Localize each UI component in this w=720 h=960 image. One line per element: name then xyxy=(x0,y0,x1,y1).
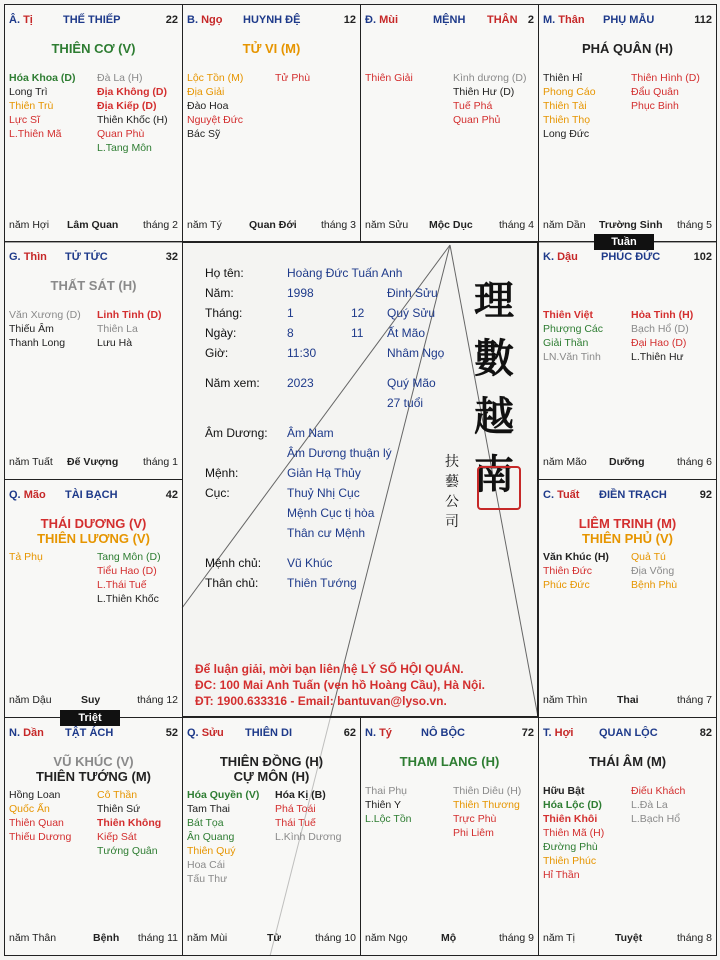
palace-month: tháng 11 xyxy=(137,932,178,944)
minor-stars-left xyxy=(9,308,81,350)
value-ngay-am: 11 xyxy=(351,326,364,340)
minor-star: Phục Binh xyxy=(631,100,679,112)
minor-star: L.Thái Tuế xyxy=(97,579,147,591)
palace-branch: Q. Mão xyxy=(9,489,46,501)
minor-star: Thiên Diêu (H) xyxy=(453,785,522,797)
value-gio-can: Nhâm Ngọ xyxy=(387,346,445,360)
label-gio: Giờ: xyxy=(205,346,229,360)
palace-number: 32 xyxy=(165,251,178,263)
palace-header xyxy=(187,727,356,741)
palace-year: năm Thân xyxy=(9,932,57,944)
palace-life-stage: Mộ xyxy=(441,932,457,944)
palace-life-stage: Đế Vượng xyxy=(67,456,119,468)
palace-year: năm Dậu xyxy=(9,694,52,706)
minor-star: Quan Phù xyxy=(97,128,145,140)
value-menh: Giản Hạ Thủy xyxy=(287,466,361,480)
palace-year: năm Ngọ xyxy=(365,932,408,944)
horoscope-chart xyxy=(4,4,716,956)
major-star: THAM LANG (H) xyxy=(399,754,500,769)
minor-star: Bạch Hổ (D) xyxy=(631,323,689,335)
minor-stars-right xyxy=(97,71,168,155)
minor-star: Tấu Thư xyxy=(187,873,228,885)
minor-star: Thanh Long xyxy=(9,337,66,349)
label-am-duong: Âm Dương: xyxy=(205,426,268,440)
palace-life-stage: Quan Đới xyxy=(249,219,297,231)
minor-star: Phúc Đức xyxy=(543,579,590,591)
value-ngay-can: Ất Mão xyxy=(387,326,426,340)
minor-star: Thiên Sứ xyxy=(97,803,141,815)
palace-footer xyxy=(187,219,356,232)
palace-element: Hợi xyxy=(554,727,574,739)
minor-star: Thiên Trù xyxy=(9,100,54,112)
palace-month: tháng 8 xyxy=(676,932,712,944)
label-thang: Tháng: xyxy=(205,306,243,320)
palace-header xyxy=(9,489,178,503)
minor-star: Lưu Hà xyxy=(97,337,133,349)
palace-branch: K. Dậu xyxy=(543,251,578,263)
minor-stars-right xyxy=(453,71,526,127)
minor-star: Thiếu Âm xyxy=(9,323,54,335)
minor-star: Quả Tú xyxy=(631,551,666,563)
palace-footer xyxy=(365,932,534,945)
minor-stars-right xyxy=(97,788,161,858)
minor-star: Địa Kiếp (D) xyxy=(97,100,157,112)
minor-star: Thiên Thương xyxy=(453,799,520,811)
value-cuc-note2: Thân cư Mệnh xyxy=(287,526,366,540)
minor-stars-right xyxy=(631,71,700,113)
palace-branch: N. Tý xyxy=(365,727,392,739)
minor-star: Văn Khúc (H) xyxy=(543,551,609,563)
palace-month: tháng 1 xyxy=(142,456,178,468)
palace-than-tag: THÂN xyxy=(487,14,518,26)
minor-star: Cô Thần xyxy=(97,789,138,801)
minor-star: Hữu Bật xyxy=(543,785,585,797)
minor-star: Thiên Khốc (H) xyxy=(97,114,168,126)
palace-number: 62 xyxy=(343,727,356,739)
palace-branch: B. Ngọ xyxy=(187,14,223,26)
minor-star: L.Thiên Hư xyxy=(631,351,684,363)
minor-star: Phá Toái xyxy=(275,803,316,815)
palace-header xyxy=(365,14,534,28)
palace-7 xyxy=(538,479,717,718)
red-seal-stamp xyxy=(477,466,521,510)
minor-star: Hóa Quyền (V) xyxy=(187,789,260,801)
palace-element: Dần xyxy=(23,727,44,739)
minor-star: Hóa Lộc (D) xyxy=(543,799,602,811)
minor-star: Tang Môn (D) xyxy=(97,551,161,563)
palace-life-stage: Lâm Quan xyxy=(67,219,119,231)
palace-name: THIÊN DI xyxy=(245,727,293,739)
palace-number: 92 xyxy=(699,489,712,501)
palace-month: tháng 10 xyxy=(315,932,356,944)
minor-stars-left xyxy=(365,784,412,826)
palace-life-stage: Mộc Dục xyxy=(429,219,473,231)
minor-stars-left xyxy=(365,71,413,85)
palace-footer xyxy=(543,932,712,945)
minor-star: Long Trì xyxy=(9,86,48,98)
minor-star: Đào Hoa xyxy=(187,100,229,112)
minor-stars-left xyxy=(543,784,604,882)
palace-footer xyxy=(543,456,712,469)
minor-star: Thái Tuế xyxy=(275,817,316,829)
minor-star: Hỉ Thần xyxy=(543,869,580,881)
value-am-duong-note: Âm Dương thuận lý xyxy=(287,446,392,460)
palace-life-stage: Dưỡng xyxy=(609,456,645,468)
minor-stars-left xyxy=(9,71,76,141)
palace-1 xyxy=(182,4,361,243)
minor-stars-right xyxy=(631,308,693,364)
palace-element: Thân xyxy=(558,14,585,26)
palace-month: tháng 3 xyxy=(320,219,356,231)
minor-star: Nguyệt Đức xyxy=(187,114,244,126)
palace-element: Thìn xyxy=(23,251,47,263)
palace-year: năm Tý xyxy=(187,219,222,231)
major-star: THIÊN ĐỒNG (H) xyxy=(219,754,324,769)
palace-name: TỬ TỨC xyxy=(65,251,108,263)
value-tuoi: 27 tuổi xyxy=(387,396,424,410)
palace-footer xyxy=(543,694,712,707)
contact-line-2: ĐC: 100 Mai Anh Tuấn (ven hồ Hoàng Cầu), Hà Nội. xyxy=(195,678,486,692)
palace-footer xyxy=(9,932,178,945)
palace-element: Mão xyxy=(23,489,46,501)
palace-life-stage: Trường Sinh xyxy=(599,219,663,231)
palace-branch: Â. Tị xyxy=(9,14,33,26)
minor-star: Tả Phụ xyxy=(9,551,43,563)
palace-footer xyxy=(543,219,712,232)
value-than-chu: Thiên Tướng xyxy=(287,576,357,590)
palace-month: tháng 6 xyxy=(676,456,712,468)
minor-star: Thiên Hỉ xyxy=(543,72,583,84)
palace-month: tháng 9 xyxy=(498,932,534,944)
major-star: THẤT SÁT (H) xyxy=(50,278,137,293)
minor-star: Thiên Y xyxy=(365,799,401,811)
palace-life-stage: Tử xyxy=(267,932,282,944)
palace-header xyxy=(543,489,712,503)
palace-branch: M. Thân xyxy=(543,14,585,26)
value-nam-xem-can: Quý Mão xyxy=(387,376,436,390)
minor-star: Hỏa Tinh (H) xyxy=(631,309,694,321)
minor-star: Kình dương (D) xyxy=(453,72,527,84)
palace-name: QUAN LỘC xyxy=(599,727,658,739)
palace-name: MỆNH xyxy=(433,14,466,26)
palace-element: Tuất xyxy=(557,489,580,501)
minor-star: Hóa Kị (B) xyxy=(275,789,326,801)
palace-life-stage: Thai xyxy=(617,694,639,706)
palace-year: năm Dần xyxy=(543,219,586,231)
label-menh: Mệnh: xyxy=(205,466,239,480)
minor-star: Địa Không (D) xyxy=(97,86,167,98)
major-star: THIÊN CƠ (V) xyxy=(51,41,136,56)
palace-element: Mùi xyxy=(379,14,399,26)
minor-stars-right xyxy=(275,71,310,85)
palace-footer xyxy=(9,456,178,469)
minor-star: Tuế Phá xyxy=(453,100,493,112)
palace-3 xyxy=(538,4,717,243)
minor-stars-right xyxy=(275,788,341,844)
minor-star: Bát Tọa xyxy=(187,817,224,829)
palace-branch: G. Thìn xyxy=(9,251,47,263)
palace-year: năm Tị xyxy=(543,932,575,944)
palace-name: NÔ BỘC xyxy=(421,727,465,739)
palace-footer xyxy=(365,219,534,232)
palace-element: Tị xyxy=(23,14,33,26)
minor-star: Đẩu Quân xyxy=(631,86,679,98)
major-star: THIÊN PHỦ (V) xyxy=(582,531,673,546)
palace-footer xyxy=(9,219,178,232)
minor-star: Thiên Việt xyxy=(543,309,593,321)
contact-line-1: Để luận giải, mời bạn liên hệ LÝ SỐ HỘI QUÁN. xyxy=(195,662,464,676)
triet-marker: Triệt xyxy=(60,710,120,726)
palace-number: 82 xyxy=(699,727,712,739)
minor-stars-left xyxy=(543,308,603,364)
minor-star: Tướng Quân xyxy=(97,845,158,857)
minor-star: Thiên Tài xyxy=(543,100,587,112)
palace-branch: Đ. Mùi xyxy=(365,14,399,26)
palace-life-stage: Bệnh xyxy=(93,932,120,944)
minor-star: Trực Phù xyxy=(453,813,497,825)
minor-stars-left xyxy=(187,71,243,141)
palace-number: 112 xyxy=(694,14,712,26)
minor-star: Hóa Khoa (D) xyxy=(9,72,76,84)
palace-number: 52 xyxy=(165,727,178,739)
minor-star: Bệnh Phù xyxy=(631,579,678,591)
minor-star: Giải Thần xyxy=(543,337,589,349)
minor-star: Thiên Không xyxy=(97,817,162,829)
minor-star: L.Thiên Khốc xyxy=(97,593,159,605)
minor-star: Thiên Thọ xyxy=(543,114,591,126)
value-gio: 11:30 xyxy=(287,346,317,360)
minor-star: L.Thiên Mã xyxy=(9,128,62,140)
minor-star: Văn Xương (D) xyxy=(9,309,81,321)
value-menh-chu: Vũ Khúc xyxy=(287,556,333,570)
value-nam-xem: 2023 xyxy=(287,376,314,390)
palace-name: PHỤ MẪU xyxy=(603,14,655,26)
minor-star: Đại Hao (D) xyxy=(631,337,687,349)
value-thang: 1 xyxy=(287,306,294,320)
palace-life-stage: Tuyệt xyxy=(615,932,643,944)
palace-header xyxy=(9,14,178,28)
palace-branch: T. Hợi xyxy=(543,727,574,739)
minor-star: Long Đức xyxy=(543,128,590,140)
palace-year: năm Thìn xyxy=(543,694,588,706)
minor-star: Thiên La xyxy=(97,323,138,335)
value-thang-can: Quý Sửu xyxy=(387,306,436,320)
minor-star: Địa Giải xyxy=(187,86,225,98)
minor-star: Đà La (H) xyxy=(97,72,143,84)
minor-stars-left xyxy=(9,550,43,564)
minor-stars-right xyxy=(631,550,677,592)
palace-branch: C. Tuất xyxy=(543,489,580,501)
minor-star: Thiên Quý xyxy=(187,845,236,857)
contact-line-3: ĐT: 1900.633316 - Email: bantuvan@lyso.vn. xyxy=(195,694,447,708)
minor-star: Ân Quang xyxy=(187,831,235,843)
palace-life-stage: Suy xyxy=(81,694,101,706)
palace-footer xyxy=(9,694,178,707)
palace-element: Ngọ xyxy=(201,14,223,26)
value-nam-can: Đinh Sửu xyxy=(387,286,438,300)
minor-star: Phượng Các xyxy=(543,323,604,335)
palace-header xyxy=(9,727,178,741)
tuan-marker: Tuần xyxy=(594,234,654,250)
minor-star: Quan Phủ xyxy=(453,114,501,126)
minor-star: Phong Cáo xyxy=(543,86,596,98)
palace-number: 72 xyxy=(521,727,534,739)
palace-4 xyxy=(4,241,183,480)
minor-star: Thiên Hư (D) xyxy=(453,86,515,98)
palace-8 xyxy=(4,717,183,956)
palace-name: HUYNH ĐỆ xyxy=(243,14,301,26)
minor-stars-right xyxy=(97,550,161,606)
palace-name: ĐIỀN TRẠCH xyxy=(599,489,667,501)
minor-star: Tử Phù xyxy=(275,72,311,84)
label-nam: Năm: xyxy=(205,286,234,300)
palace-year: năm Mùi xyxy=(187,932,228,944)
minor-star: Kiếp Sát xyxy=(97,831,137,843)
palace-name: TÀI BẠCH xyxy=(65,489,118,501)
minor-stars-left xyxy=(9,788,71,844)
label-than-chu: Thân chủ: xyxy=(205,576,259,590)
minor-star: Phi Liêm xyxy=(453,827,494,839)
palace-10 xyxy=(360,717,539,956)
minor-star: L.Kình Dương xyxy=(275,831,342,843)
palace-name: TẬT ÁCH xyxy=(65,727,114,739)
label-ho-ten: Họ tên: xyxy=(205,266,244,280)
palace-month: tháng 12 xyxy=(137,694,178,706)
major-star: TỬ VI (M) xyxy=(242,41,301,56)
minor-star: Thiên Phúc xyxy=(543,855,597,867)
palace-6 xyxy=(4,479,183,718)
small-seal-text: 扶 藝 公 司 xyxy=(445,454,459,530)
value-thang-am: 12 xyxy=(351,306,365,320)
minor-star: Bác Sỹ xyxy=(187,128,221,140)
value-cuc: Thuỷ Nhị Cục xyxy=(287,486,360,500)
palace-header xyxy=(9,251,178,265)
minor-star: Lực Sĩ xyxy=(9,114,40,126)
major-star: THIÊN TƯỚNG (M) xyxy=(35,769,152,784)
palace-month: tháng 2 xyxy=(142,219,178,231)
value-nam: 1998 xyxy=(287,286,314,300)
palace-number: 12 xyxy=(343,14,356,26)
minor-star: Quốc Ấn xyxy=(9,803,50,815)
palace-name: THẾ THIẾP xyxy=(63,14,121,26)
palace-year: năm Mão xyxy=(543,456,587,468)
minor-star: Lộc Tồn (M) xyxy=(187,72,244,84)
minor-star: Điếu Khách xyxy=(631,785,686,797)
palace-header xyxy=(543,251,712,265)
minor-star: L.Tang Môn xyxy=(97,142,152,154)
palace-header xyxy=(365,727,534,741)
palace-footer xyxy=(187,932,356,945)
minor-star: L.Bạch Hổ xyxy=(631,813,681,825)
major-star: PHÁ QUÂN (H) xyxy=(582,41,673,56)
minor-star: Địa Võng xyxy=(631,565,675,577)
palace-0 xyxy=(4,4,183,243)
palace-name: PHÚC ĐỨC xyxy=(601,251,661,263)
minor-star: L.Lộc Tồn xyxy=(365,813,412,825)
palace-number: 42 xyxy=(165,489,178,501)
label-menh-chu: Mệnh chủ: xyxy=(205,556,262,570)
palace-number: 2 xyxy=(527,14,534,26)
palace-header xyxy=(187,14,356,28)
label-nam-xem: Năm xem: xyxy=(205,376,260,390)
major-star: VŨ KHÚC (V) xyxy=(53,754,134,769)
center-info-panel xyxy=(182,241,538,717)
minor-stars-right xyxy=(97,308,162,350)
major-star: THIÊN LƯƠNG (V) xyxy=(37,531,150,546)
palace-element: Sửu xyxy=(201,727,224,739)
calligraphy-seal: 理數越南 xyxy=(474,277,514,498)
minor-stars-left xyxy=(543,550,609,592)
value-ho-ten: Hoàng Đức Tuấn Anh xyxy=(287,266,403,280)
minor-star: Thiên Giải xyxy=(365,72,413,84)
minor-stars-right xyxy=(453,784,521,840)
palace-2 xyxy=(360,4,539,243)
palace-5 xyxy=(538,241,717,480)
palace-month: tháng 7 xyxy=(676,694,712,706)
label-ngay: Ngày: xyxy=(205,326,237,340)
minor-star: Thiên Quan xyxy=(9,817,64,829)
palace-element: Tý xyxy=(379,727,392,739)
label-cuc: Cục: xyxy=(205,486,230,500)
minor-star: Hoa Cái xyxy=(187,859,225,871)
value-cuc-note1: Mệnh Cục tị hòa xyxy=(287,506,375,520)
palace-number: 22 xyxy=(165,14,178,26)
minor-star: Đường Phù xyxy=(543,841,598,853)
major-star: THÁI DƯƠNG (V) xyxy=(40,516,147,531)
palace-9 xyxy=(182,717,361,956)
minor-star: Thiên Đức xyxy=(543,565,593,577)
palace-element: Dậu xyxy=(557,251,578,263)
minor-star: Tam Thai xyxy=(187,803,230,815)
palace-month: tháng 4 xyxy=(498,219,534,231)
palace-month: tháng 5 xyxy=(676,219,712,231)
minor-stars-right xyxy=(631,784,685,826)
palace-header xyxy=(543,727,712,741)
major-star: CỰ MÔN (H) xyxy=(233,769,310,784)
minor-star: Thiên Khôi xyxy=(543,813,598,825)
minor-star: Linh Tinh (D) xyxy=(97,309,162,321)
major-star: LIÊM TRINH (M) xyxy=(578,516,677,531)
minor-stars-left xyxy=(187,788,259,886)
palace-year: năm Tuất xyxy=(9,456,53,468)
palace-header xyxy=(543,14,712,28)
minor-star: Tiểu Hao (D) xyxy=(97,565,157,577)
palace-year: năm Hợi xyxy=(9,219,50,231)
palace-11 xyxy=(538,717,717,956)
minor-star: Thiên Mã (H) xyxy=(543,827,605,839)
minor-star: Thai Phụ xyxy=(365,785,408,797)
palace-number: 102 xyxy=(693,251,712,263)
value-am-duong: Âm Nam xyxy=(287,426,334,440)
minor-star: L.Đà La xyxy=(631,799,668,811)
major-star: THÁI ÂM (M) xyxy=(588,754,667,769)
minor-stars-left xyxy=(543,71,596,141)
minor-star: Thiếu Dương xyxy=(9,831,72,843)
minor-star: Thiên Hình (D) xyxy=(631,72,700,84)
palace-branch: N. Dần xyxy=(9,727,44,739)
palace-branch: Q. Sửu xyxy=(187,727,224,739)
value-ngay: 8 xyxy=(287,326,294,340)
minor-star: LN.Văn Tinh xyxy=(543,351,601,363)
minor-star: Hồng Loan xyxy=(9,789,61,801)
palace-year: năm Sửu xyxy=(365,219,409,231)
